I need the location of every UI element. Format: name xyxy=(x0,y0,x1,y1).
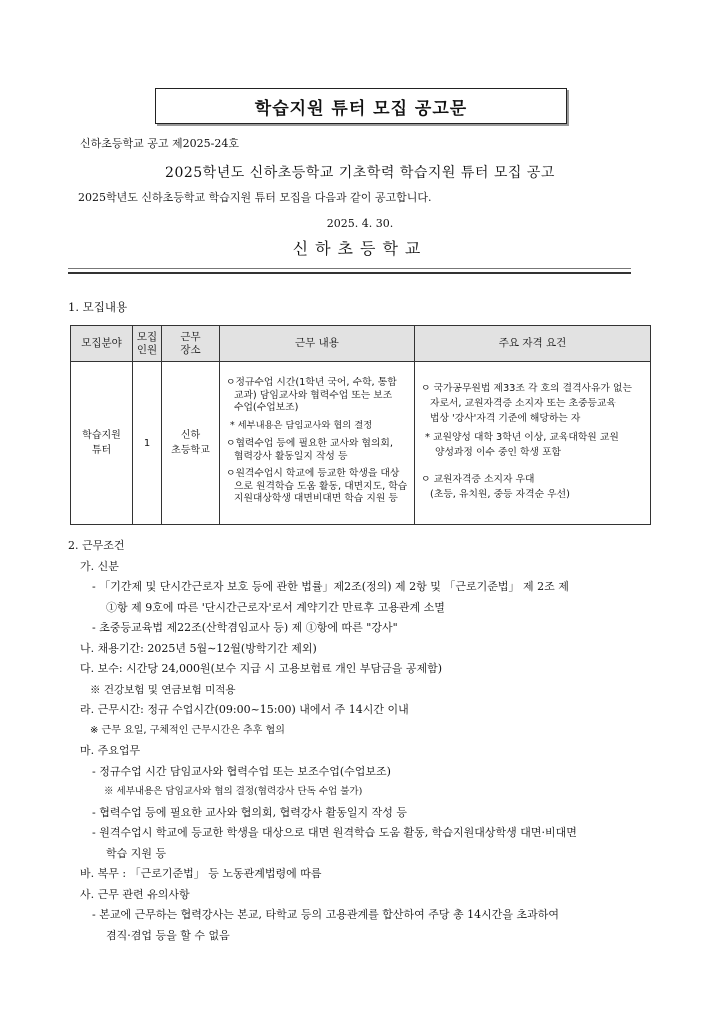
duty-item-1-line3: 수업(수업보조) xyxy=(234,402,299,414)
duty-item-3-line3: 지원대상학생 대면비대면 학습 지원 등 xyxy=(234,493,398,505)
cond-ra: 라. 근무시간: 정규 수업시간(09:00~15:00) 내에서 주 14시간 이내 xyxy=(80,703,409,716)
cond-ga: 가. 신분 xyxy=(80,559,119,573)
header-place-line2: 장소 xyxy=(180,343,201,356)
place-line2: 초등학교 xyxy=(171,445,210,456)
cell-duty xyxy=(220,362,415,525)
header-count-line1: 모집 xyxy=(136,330,158,343)
header-count xyxy=(133,326,162,362)
qual-note-line1: * 교원양성 대학 3학년 이상, 교육대학원 교원 xyxy=(425,431,619,443)
header-duty: 근무 내용 xyxy=(220,326,415,362)
duty-item-1-note: * 세부내용은 담임교사와 협의 결정 xyxy=(230,419,373,431)
header-place xyxy=(162,326,220,362)
section2-title: 2. 근무조건 xyxy=(68,539,125,552)
qual-item-2 xyxy=(421,472,644,502)
cond-ma-1-note: ※ 세부내용은 담임교사와 협의 결정(협력강사 단독 수업 불가) xyxy=(104,786,363,797)
cond-ba: 바. 복무 : 「근로기준법」 등 노동관계법령에 따름 xyxy=(80,867,322,880)
cond-sa-1b: 겸직·겸업 등을 할 수 없음 xyxy=(106,928,230,942)
qual-item-1-note xyxy=(425,430,644,460)
school-name: 신하초등학교 xyxy=(292,239,428,258)
cell-field xyxy=(71,362,133,525)
cond-sa: 사. 근무 관련 유의사항 xyxy=(80,887,190,901)
cond-da-note: ※ 건강보험 및 연금보험 미적용 xyxy=(90,683,236,696)
duty-item-2-line2: 협력강사 활동일지 작성 등 xyxy=(234,450,348,462)
cond-ga-1a: - 「기간제 및 단시간근로자 보호 등에 관한 법률」제2조(정의) 제 2항 및 「근로기준법」 제 2조 제 xyxy=(92,580,569,593)
qual-item-1-line3: 법상 '강사'자격 기준에 해당하는 자 xyxy=(430,412,581,424)
cond-ga-1b: ①항 제 9호에 따른 '단시간근로자'로서 계약기간 만료후 고용관계 소멸 xyxy=(106,600,445,614)
cell-count: 1 xyxy=(133,362,162,525)
duty-item-3 xyxy=(226,468,409,506)
cond-ma-3a: - 원격수업시 학교에 등교한 학생을 대상으로 대면 원격학습 도움 활동, 학습지원대상학생 대면·비대면 xyxy=(92,826,577,839)
qual-item-1-line2: 자로서, 교원자격증 소지자 또는 초중등교육 xyxy=(430,397,616,409)
cond-ma-1: - 정규수업 시간 담임교사와 협력수업 또는 보조수업(수업보조) xyxy=(92,764,391,778)
field-line1: 학습지원 xyxy=(82,430,121,441)
qual-item-2-line1: ㅇ 교원자격증 소지자 우대 xyxy=(421,473,535,485)
main-heading: 2025학년도 신하초등학교 기초학력 학습지원 튜터 모집 공고 xyxy=(165,165,555,181)
header-place-line1: 근무 xyxy=(180,330,201,343)
qual-item-2-line2: (초등, 유치원, 중등 자격순 우선) xyxy=(430,488,570,500)
header-count-line2: 인원 xyxy=(136,343,158,356)
cond-ga-2: - 초중등교육법 제22조(산학겸임교사 등) 제 ①항에 따른 "강사" xyxy=(92,621,398,634)
table-header-row xyxy=(71,326,651,362)
cond-sa-1a: - 본교에 근무하는 협력강사는 본교, 타학교 등의 고용관계를 합산하여 주당 총 14시간을 초과하여 xyxy=(92,908,559,921)
divider-thick xyxy=(68,272,631,274)
qual-item-1-line1: ㅇ 국가공무원법 제33조 각 호의 결격사유가 없는 xyxy=(421,382,632,394)
cell-place xyxy=(162,362,220,525)
section1-title: 1. 모집내용 xyxy=(68,300,128,314)
qual-item-1 xyxy=(421,381,644,426)
duty-item-1 xyxy=(226,377,409,415)
qual-note-line2: 양성과정 이수 중인 학생 포함 xyxy=(435,446,562,458)
cell-qualification xyxy=(415,362,651,525)
header-field: 모집분야 xyxy=(71,326,133,362)
duty-item-2 xyxy=(226,438,409,463)
cond-ra-note: ※ 근무 요일, 구체적인 근무시간은 추후 협의 xyxy=(90,724,285,736)
cond-ma-2: - 협력수업 등에 필요한 교사와 협의회, 협력강사 활동일지 작성 등 xyxy=(92,805,407,819)
field-line2: 튜터 xyxy=(91,445,112,456)
duty-item-3-line1: ㅇ원격수업시 학교에 등교한 학생을 대상 xyxy=(226,468,400,480)
cond-ma: 마. 주요업무 xyxy=(80,744,141,757)
cond-da: 다. 보수: 시간당 24,000원(보수 지급 시 고용보험료 개인 부담금을 공제함) xyxy=(80,662,443,675)
table-row xyxy=(71,362,651,525)
cond-na: 나. 채용기간: 2025년 5월∼12월(방학기간 제외) xyxy=(80,641,317,655)
section2-conditions xyxy=(68,536,668,946)
place-line1: 신하 xyxy=(180,430,201,441)
duty-item-1-line1: ㅇ정규수업 시간(1학년 국어, 수학, 통합 xyxy=(226,377,397,389)
duty-item-1-line2: 교과) 담임교사와 협력수업 또는 보조 xyxy=(234,389,393,401)
announcement-date: 2025. 4. 30. xyxy=(326,217,394,230)
document-title: 학습지원 튜터 모집 공고문 xyxy=(155,88,567,124)
duty-item-3-line2: 으로 원격학습 도움 활동, 대면지도, 학습 xyxy=(234,480,408,492)
intro-text: 2025학년도 신하초등학교 학습지원 튜터 모집을 다음과 같이 공고합니다. xyxy=(78,191,432,204)
divider-thin xyxy=(68,268,631,269)
duty-item-2-line1: ㅇ협력수업 등에 필요한 교사와 협의회, xyxy=(226,438,393,450)
header-qualification: 주요 자격 요건 xyxy=(415,326,651,362)
notice-number: 신하초등학교 공고 제2025-24호 xyxy=(80,137,239,150)
recruitment-table xyxy=(70,325,651,525)
cond-ma-3b: 학습 지원 등 xyxy=(106,846,167,860)
